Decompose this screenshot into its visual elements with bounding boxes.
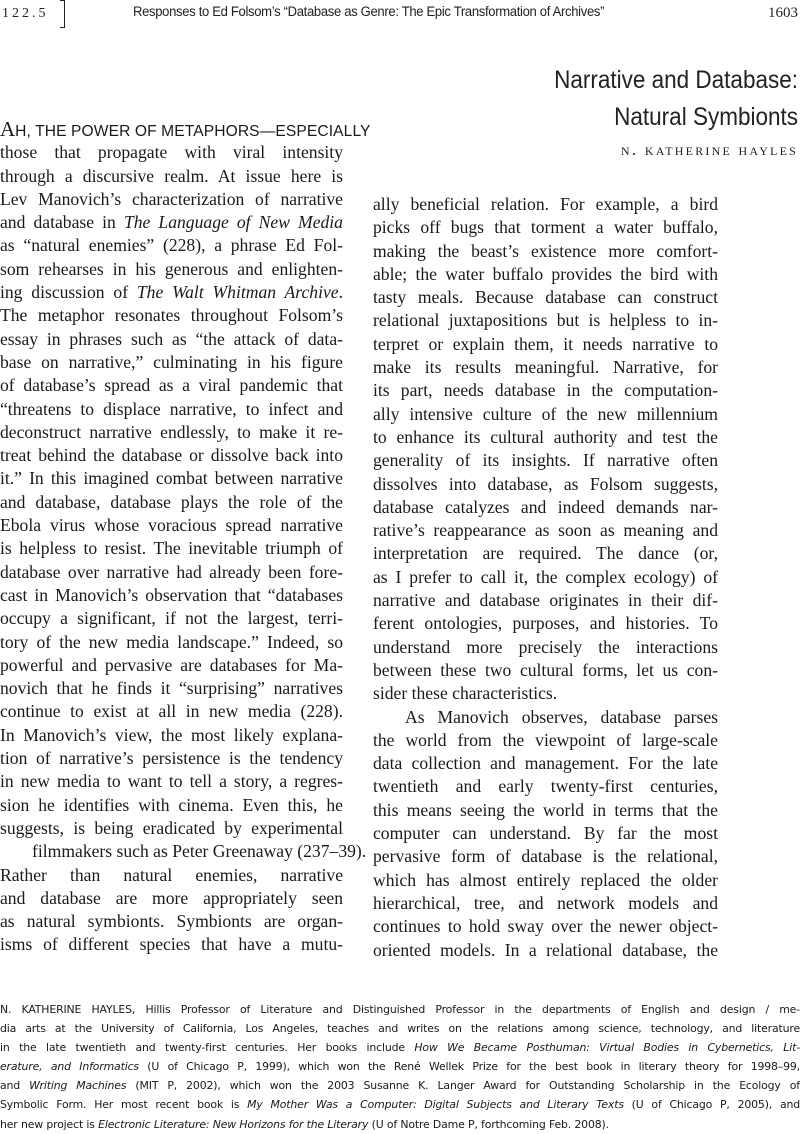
text-line: ally intensive culture of the new millennium xyxy=(373,403,718,424)
text-line: in new media to want to tell a story, a regres- xyxy=(0,771,343,792)
text-line: as “natural enemies” (228), a phrase Ed Fol- xyxy=(0,235,343,256)
text-line: oriented models. In a relational database, the xyxy=(373,939,718,960)
text-line: novich that he finds it “surprising” narratives xyxy=(0,678,343,699)
text-line: and Writing Machines (MIT P, 2002), which won the 2003 Susanne K. Langer Award for Outstanding Scholarship in the Ecology of xyxy=(0,1079,800,1093)
right-column xyxy=(373,193,718,962)
text-line: “threatens to displace narrative, to infect and xyxy=(0,398,343,419)
text-line: dissolves into database, as Folsom suggests, xyxy=(373,473,718,494)
text-line: understand more precisely the interactions xyxy=(373,636,718,657)
text-line: twentieth and early twenty-first centuries, xyxy=(373,776,718,797)
volume-number: 122.5 xyxy=(2,6,49,21)
text-line: interpretation are required. The dance (or, xyxy=(373,543,718,564)
article-author: n. katherine hayles xyxy=(620,139,798,159)
text-line: relational juxtapositions but is helpless to in- xyxy=(373,310,718,331)
text-line: making the beast’s existence more comfort- xyxy=(373,240,718,261)
text-line: her new project is Electronic Literature: New Horizons for the Literary (U of Notre Dame P, forthcoming Feb. 2008). xyxy=(0,1117,609,1131)
text-line: As Manovich observes, database parses xyxy=(405,706,718,727)
italic-title: The Language of New Media xyxy=(123,212,343,233)
text-line: Ebola virus whose voracious spread narrative xyxy=(0,515,343,536)
text-line: and database, database plays the role of the xyxy=(0,491,343,512)
text-line: database over narrative had already been fore- xyxy=(0,561,343,582)
text-line: continues to hold sway over the newer object- xyxy=(373,916,718,937)
text-line: Symbolic Form. Her most recent book is My Mother Was a Computer: Digital Subjects and Literary Texts (U of Chicago P, 2005), and xyxy=(0,1098,800,1112)
text-line: filmmakers such as Peter Greenaway (237–39). xyxy=(32,841,367,862)
text-line: in the late twentieth and twenty-first centuries. Her books include How We Became Posthuman: Virtual Bodies in Cybernetics, Lit- xyxy=(0,1041,800,1055)
italic-title: Writing Machines xyxy=(29,1079,127,1093)
left-column xyxy=(0,117,371,957)
text-line: deconstruct narrative endlessly, to make it re- xyxy=(0,421,343,442)
text-line: ferent ontologies, purposes, and histories. To xyxy=(373,613,718,634)
text-line: Lev Manovich’s characterization of narrative xyxy=(0,188,343,209)
text-line: those that propagate with viral intensity xyxy=(0,142,343,163)
text-line: database catalyzes and indeed demands nar- xyxy=(373,496,718,517)
left-column-lines xyxy=(0,141,367,956)
page-number: 1603 xyxy=(768,5,798,21)
text-line: sider these characteristics. xyxy=(373,683,558,704)
italic-title: erature, and Informatics xyxy=(0,1060,139,1074)
text-line: it.” In this imagined combat between narrative xyxy=(0,468,343,489)
text-line: through a discursive realm. At issue here is xyxy=(0,165,343,186)
bracket-rule xyxy=(60,0,65,28)
text-line: essay in phrases such as “the attack of data- xyxy=(0,328,343,349)
text-line: tion of narrative’s persistence is the tendency xyxy=(0,748,343,769)
author-bio-note xyxy=(0,1000,800,1134)
text-line: ally beneficial relation. For example, a bird xyxy=(373,194,718,214)
italic-title: My Mother Was a Computer: Digital Subjects and Literary Texts xyxy=(247,1098,624,1112)
text-line: its part, needs database in the computation- xyxy=(373,380,718,401)
text-line: erature, and Informatics (U of Chicago P, 1999), which won the René Wellek Prize for the best book in literary theory for 1998–99, xyxy=(0,1060,800,1074)
italic-title: How We Became Posthuman: Virtual Bodies in Cybernetics, Lit- xyxy=(414,1041,800,1055)
text-line: and database are more appropriately seen xyxy=(0,887,343,908)
text-line: base on narrative,” culminating in his figure xyxy=(0,351,343,372)
opening-small-caps: H, THE POWER OF METAPHORS—ESPECIALLY xyxy=(15,123,371,140)
text-line: which has almost entirely replaced the older xyxy=(373,869,718,890)
text-line: In Manovich’s view, the most likely explana- xyxy=(0,724,343,745)
text-line: isms of different species that have a mutu- xyxy=(0,934,343,955)
article-title-line-1: Narrative and Database: xyxy=(554,66,798,94)
text-line: The metaphor resonates throughout Folsom’s xyxy=(0,305,343,326)
text-line: pervasive form of database is the relational, xyxy=(373,846,718,867)
text-line: treat behind the database or dissolve back into xyxy=(0,445,343,466)
text-line: picks off bugs that torment a water buffalo, xyxy=(373,217,718,238)
text-line: sion he identifies with cinema. Even this, he xyxy=(0,794,343,815)
text-line: as natural symbionts. Symbionts are organ- xyxy=(0,911,343,932)
text-line: as I prefer to call it, the complex ecology) of xyxy=(373,566,718,587)
text-line: of database’s spread as a viral pandemic that xyxy=(0,375,343,396)
text-line: is helpless to resist. The inevitable triumph of xyxy=(0,538,343,559)
text-line: and database in The Language of New Media xyxy=(0,212,343,233)
text-line: continue to exist at all in new media (228). xyxy=(0,701,343,722)
text-line: powerful and pervasive are databases for Ma- xyxy=(0,654,343,675)
text-line: between these two cultural forms, let us con- xyxy=(373,659,718,680)
opening-line xyxy=(0,117,371,141)
right-column-lines xyxy=(373,193,718,962)
text-line: narrative and database originates in their dif- xyxy=(373,590,718,611)
text-line: computer can understand. By far the most xyxy=(373,823,718,844)
text-line: make its results meaningful. Narrative, for xyxy=(373,357,718,378)
italic-title: The Walt Whitman Archive xyxy=(136,282,339,303)
text-line: to enhance its cultural authority and test the xyxy=(373,426,718,447)
text-line: tasty meals. Because database can construct xyxy=(373,287,718,308)
text-line: cast in Manovich’s observation that “databases xyxy=(0,584,343,605)
text-line: ing discussion of The Walt Whitman Archive. xyxy=(0,282,343,303)
text-line: suggests, is being eradicated by experimental xyxy=(0,817,343,838)
text-line: generality of its insights. If narrative often xyxy=(373,450,718,471)
running-head xyxy=(0,0,800,40)
text-line: hierarchical, tree, and network models and xyxy=(373,892,718,913)
italic-title: Electronic Literature: New Horizons for the Literary xyxy=(98,1117,369,1131)
text-line: terpret or explain them, it needs narrative to xyxy=(373,333,718,354)
text-line: occupy a significant, if not the largest, terri- xyxy=(0,608,343,629)
text-line: tory of the new media landscape.” Indeed, so xyxy=(0,631,343,652)
article-title-line-2: Natural Symbionts xyxy=(614,103,798,131)
text-line: Rather than natural enemies, narrative xyxy=(0,864,343,885)
opening-initial: A xyxy=(0,117,16,141)
text-line: dia arts at the University of California, Los Angeles, teaches and writes on the relations among science, technology, and literature xyxy=(0,1022,800,1036)
running-title: Responses to Ed Folsom’s “Database as Genre: The Epic Transformation of Archives” xyxy=(133,4,605,20)
text-line: the world from the viewpoint of large-scale xyxy=(373,729,718,750)
text-line: data collection and management. For the late xyxy=(373,753,718,774)
text-line: able; the water buffalo provides the bird with xyxy=(373,263,718,284)
article-heading xyxy=(527,62,798,160)
text-line: N. KATHERINE HAYLES, Hillis Professor of Literature and Distinguished Professor in the departments of English and design / me- xyxy=(0,1003,800,1016)
text-line: som rehearses in his generous and enlighten- xyxy=(0,258,343,279)
text-line: rative’s reappearance as soon as meaning and xyxy=(373,520,718,541)
text-line: this means seeing the world in terms that the xyxy=(373,799,718,820)
author-bio-lines xyxy=(0,1000,800,1134)
